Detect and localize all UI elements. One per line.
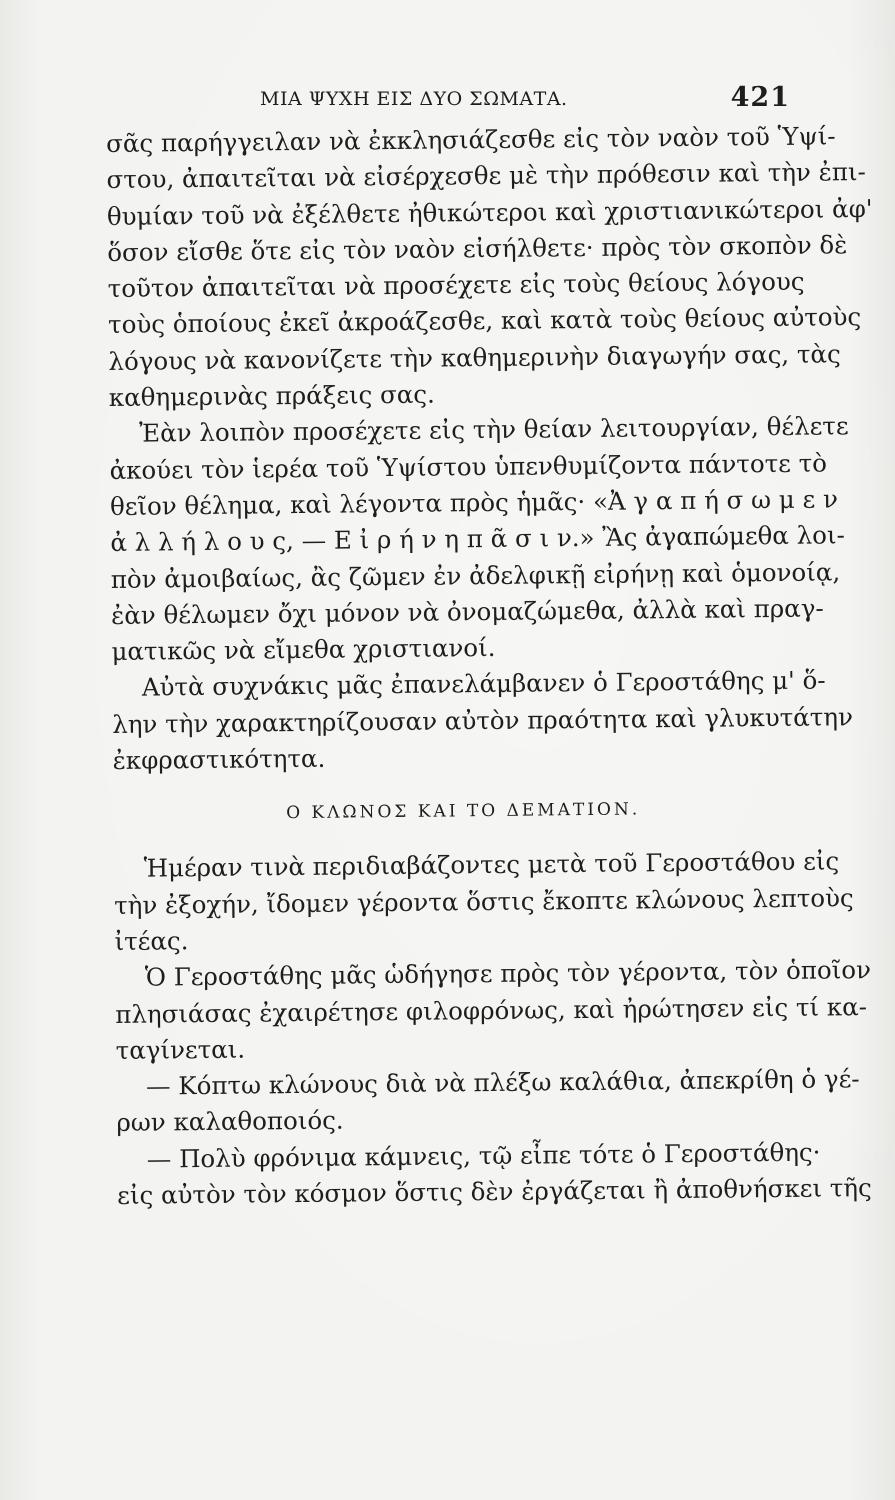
paragraph xyxy=(116,1062,860,1142)
text-line: ὅσον εἴσθε ὅτε εἰς τὸν ναὸν εἰσήλθετε· πρὸς τὸν σκοπὸν δὲ xyxy=(107,230,848,267)
text-line: τοῦτον ἀπαιτεῖται νὰ προσέχετε εἰς τοὺς θείους λόγους xyxy=(107,266,805,304)
text-line: ἐκφραστικότητα. xyxy=(112,743,326,776)
text-line: εἰς αὐτὸν τὸν κόσμον ὅστις δὲν ἐργάζεται ἢ ἀποθνήσκει τῆς xyxy=(117,1173,872,1210)
text-line: Αὐτὰ συχνάκις μᾶς ἐπανελάμβανεν ὁ Γεροστάθης μ' ὅ- xyxy=(141,665,826,703)
paragraph xyxy=(117,1134,872,1214)
paragraph xyxy=(115,953,872,1069)
text-line: σᾶς παρήγγειλαν νὰ ἐκκλησιάζεσθε εἰς τὸν ναὸν τοῦ Ὑψί- xyxy=(106,121,836,158)
text-line: λόγους νὰ κανονίζετε τὴν καθημερινὴν διαγωγήν σας, τὰς xyxy=(108,339,841,376)
paragraph xyxy=(114,844,854,960)
text-line: — Κόπτω κλώνους διὰ νὰ πλέξω καλάθια, ἀπεκρίθη ὁ γέ- xyxy=(145,1064,860,1101)
page-header xyxy=(260,82,790,122)
text-line: ματικῶς νὰ εἴμεθα χριστιανοί. xyxy=(111,633,496,667)
text-line: ἀ λ λ ή λ ο υ ς, — Ε ἰ ρ ή ν η π ᾶ σ ι ν.» Ἂς ἀγαπώμεθα λοι- xyxy=(110,520,845,558)
paragraph xyxy=(109,409,849,670)
body-text xyxy=(106,119,873,1215)
text-line: ἐὰν θέλωμεν ὄχι μόνον νὰ ὀνομαζώμεθα, ἀλλὰ καὶ πραγ- xyxy=(110,593,824,630)
text-line: πὸν ἀμοιβαίως, ἂς ζῶμεν ἐν ἀδελφικῇ εἰρήνῃ καὶ ὁμονοίᾳ, xyxy=(110,556,841,594)
text-line: ταγίνεται. xyxy=(115,1034,246,1065)
text-line: στου, ἀπαιτεῖται νὰ εἰσέρχεσθε μὲ τὴν πρόθεσιν καὶ τὴν ἐπι- xyxy=(106,157,866,195)
text-line: θεῖον θέλημα, καὶ λέγοντα πρὸς ἡμᾶς· «Ἀ γ α π ή σ ω μ ε ν xyxy=(109,484,839,521)
text-line: ἀκούει τὸν ἱερέα τοῦ Ὑψίστου ὑπενθυμίζοντα πάντοτε τὸ xyxy=(109,448,828,485)
text-line: ἰτέας. xyxy=(114,926,189,956)
page-number: 421 xyxy=(730,82,790,113)
text-line: Ἐὰν λοιπὸν προσέχετε εἰς τὴν θείαν λειτουργίαν, θέλετε xyxy=(139,411,849,449)
text-line: λην τὴν χαρακτηρίζουσαν αὐτὸν πραότητα καὶ γλυκυτάτην xyxy=(112,701,854,739)
text-line: Ἡμέραν τινὰ περιδιαβάζοντες μετὰ τοῦ Γεροστάθου εἰς xyxy=(143,846,840,883)
text-line: — Πολὺ φρόνιμα κάμνεις, τῷ εἶπε τότε ὁ Γεροστάθης· xyxy=(146,1137,821,1174)
running-title: ΜΙΑ ΨΥΧΗ ΕΙΣ ΔΥΟ ΣΩΜΑΤΑ. xyxy=(260,88,568,110)
text-line: πλησιάσας ἐχαιρέτησε φιλοφρόνως, καὶ ἠρώτησεν εἰς τί κα- xyxy=(115,991,868,1029)
text-line: θυμίαν τοῦ νὰ ἐξέλθετε ἠθικώτεροι καὶ χριστιανικώτεροι ἀφ' xyxy=(106,193,873,231)
text-line: τοὺς ὁποίους ἐκεῖ ἀκροάζεσθε, καὶ κατὰ τοὺς θείους αὐτοὺς xyxy=(107,302,862,340)
text-line: ρων καλαθοποιός. xyxy=(116,1105,344,1138)
text-line: τὴν ἐξοχήν, ἴδομεν γέροντα ὅστις ἔκοπτε κλώνους λεπτοὺς xyxy=(114,882,854,920)
text-line: Ὁ Γεροστάθης μᾶς ὡδήγησε πρὸς τὸν γέροντα, τὸν ὁποῖον xyxy=(144,955,872,992)
text-line: καθημερινὰς πράξεις σας. xyxy=(108,379,435,413)
paragraph xyxy=(112,663,854,779)
section-heading: Ο ΚΛΩΝΟΣ ΚΑΙ ΤΟ ΔΕΜΑΤΙΟΝ. xyxy=(286,799,641,824)
paragraph xyxy=(106,119,873,417)
